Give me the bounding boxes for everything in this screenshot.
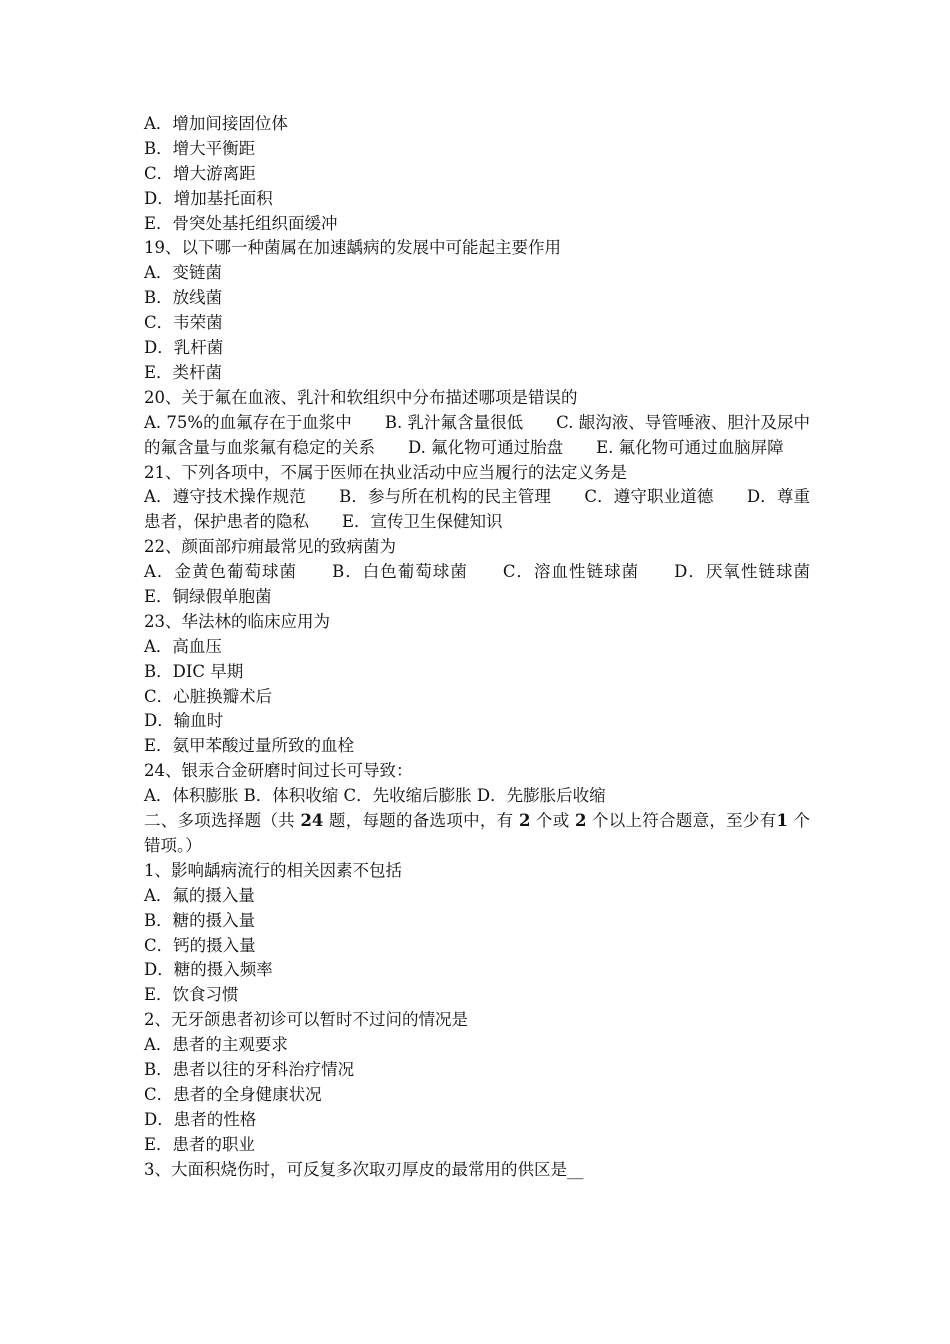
q21-options: A．遵守技术操作规范 B．参与所在机构的民主管理 C．遵守职业道德 D．尊重患者，保护患者的隐私 E．宣传卫生保健知识 (144, 487, 810, 532)
q20-options: A. 75%的血氟存在于血浆中 B. 乳汁氟含量很低 C. 龈沟液、导管唾液、胆汁及尿中的氟含量与血浆氟有稳定的关系 D. 氟化物可通过胎盘 E. 氟化物可通过血脑屏障 (144, 412, 810, 457)
section-2-text-2: 题，每题的备选项中，有 (323, 811, 519, 831)
q19-option-d: D．乳杆菌 (144, 338, 224, 358)
q24-options: A．体积膨胀 B．体积收缩 C．先收缩后膨胀 D．先膨胀后收缩 (144, 786, 606, 806)
m2-title: 2、无牙颌患者初诊可以暂时不过问的情况是 (144, 1010, 468, 1030)
q19-option-a: A．变链菌 (144, 263, 222, 283)
q18-option-b: B．增大平衡距 (144, 138, 256, 158)
section-2-heading (144, 809, 810, 859)
q23-option-c: C．心脏换瓣术后 (144, 686, 273, 706)
q21-title: 21、下列各项中，不属于医师在执业活动中应当履行的法定义务是 (144, 462, 627, 482)
q18-option-a: A．增加间接固位体 (144, 114, 288, 133)
section-2-question-count: 24 (300, 811, 324, 831)
m2-option-d: D．患者的性格 (144, 1109, 257, 1129)
section-2-min-correct-2: 2 (575, 811, 587, 831)
document-page (144, 112, 843, 1182)
m1-option-b: B．糖的摄入量 (144, 910, 256, 930)
m2-option-c: C．患者的全身健康状况 (144, 1084, 322, 1104)
q20-title: 20、关于氟在血液、乳汁和软组织中分布描述哪项是错误的 (144, 387, 578, 407)
m1-option-d: D．糖的摄入频率 (144, 960, 273, 980)
q22-title: 22、颜面部疖痈最常见的致病菌为 (144, 537, 396, 557)
section-2-text-4: 个以上符合题意，至少有 (586, 811, 777, 831)
section-2-text-5: 个错项。） (144, 811, 810, 855)
m1-title: 1、影响龋病流行的相关因素不包括 (144, 860, 402, 880)
section-2-min-wrong: 1 (776, 811, 788, 831)
q19-option-e: E．类杆菌 (144, 362, 223, 382)
q19-option-c: C．韦荣菌 (144, 313, 223, 333)
m2-option-a: A．患者的主观要求 (144, 1035, 288, 1055)
q18-option-d: D．增加基托面积 (144, 188, 273, 208)
m1-option-e: E．饮食习惯 (144, 985, 239, 1005)
q23-option-d: D．输血时 (144, 711, 224, 731)
m2-option-b: B．患者以往的牙科治疗情况 (144, 1059, 355, 1079)
m1-option-c: C．钙的摄入量 (144, 935, 256, 955)
section-2-text-3: 个或 (530, 811, 575, 831)
q23-title: 23、华法林的临床应用为 (144, 611, 330, 631)
q19-title: 19、以下哪一种菌属在加速龋病的发展中可能起主要作用 (144, 238, 561, 258)
section-2-min-correct: 2 (518, 811, 531, 831)
q23-option-a: A．高血压 (144, 636, 222, 656)
q22-options: A．金黄色葡萄球菌 B．白色葡萄球菌 C．溶血性链球菌 D．厌氧性链球菌 E．铜绿假单胞菌 (144, 562, 843, 606)
m2-option-e: E．患者的职业 (144, 1134, 256, 1154)
q24-title: 24、银汞合金研磨时间过长可导致： (144, 761, 413, 781)
section-2-text-1: 二、多项选择题（共 (144, 811, 301, 831)
m3-title: 3、大面积烧伤时，可反复多次取刃厚皮的最常用的供区是__ (144, 1159, 584, 1179)
q23-option-b: B．DIC 早期 (144, 661, 244, 681)
q23-option-e: E．氨甲苯酸过量所致的血栓 (144, 736, 355, 756)
q19-option-b: B．放线菌 (144, 288, 223, 308)
q18-option-e: E．骨突处基托组织面缓冲 (144, 213, 338, 233)
q18-option-c: C．增大游离距 (144, 163, 256, 183)
m1-option-a: A．氟的摄入量 (144, 885, 255, 905)
